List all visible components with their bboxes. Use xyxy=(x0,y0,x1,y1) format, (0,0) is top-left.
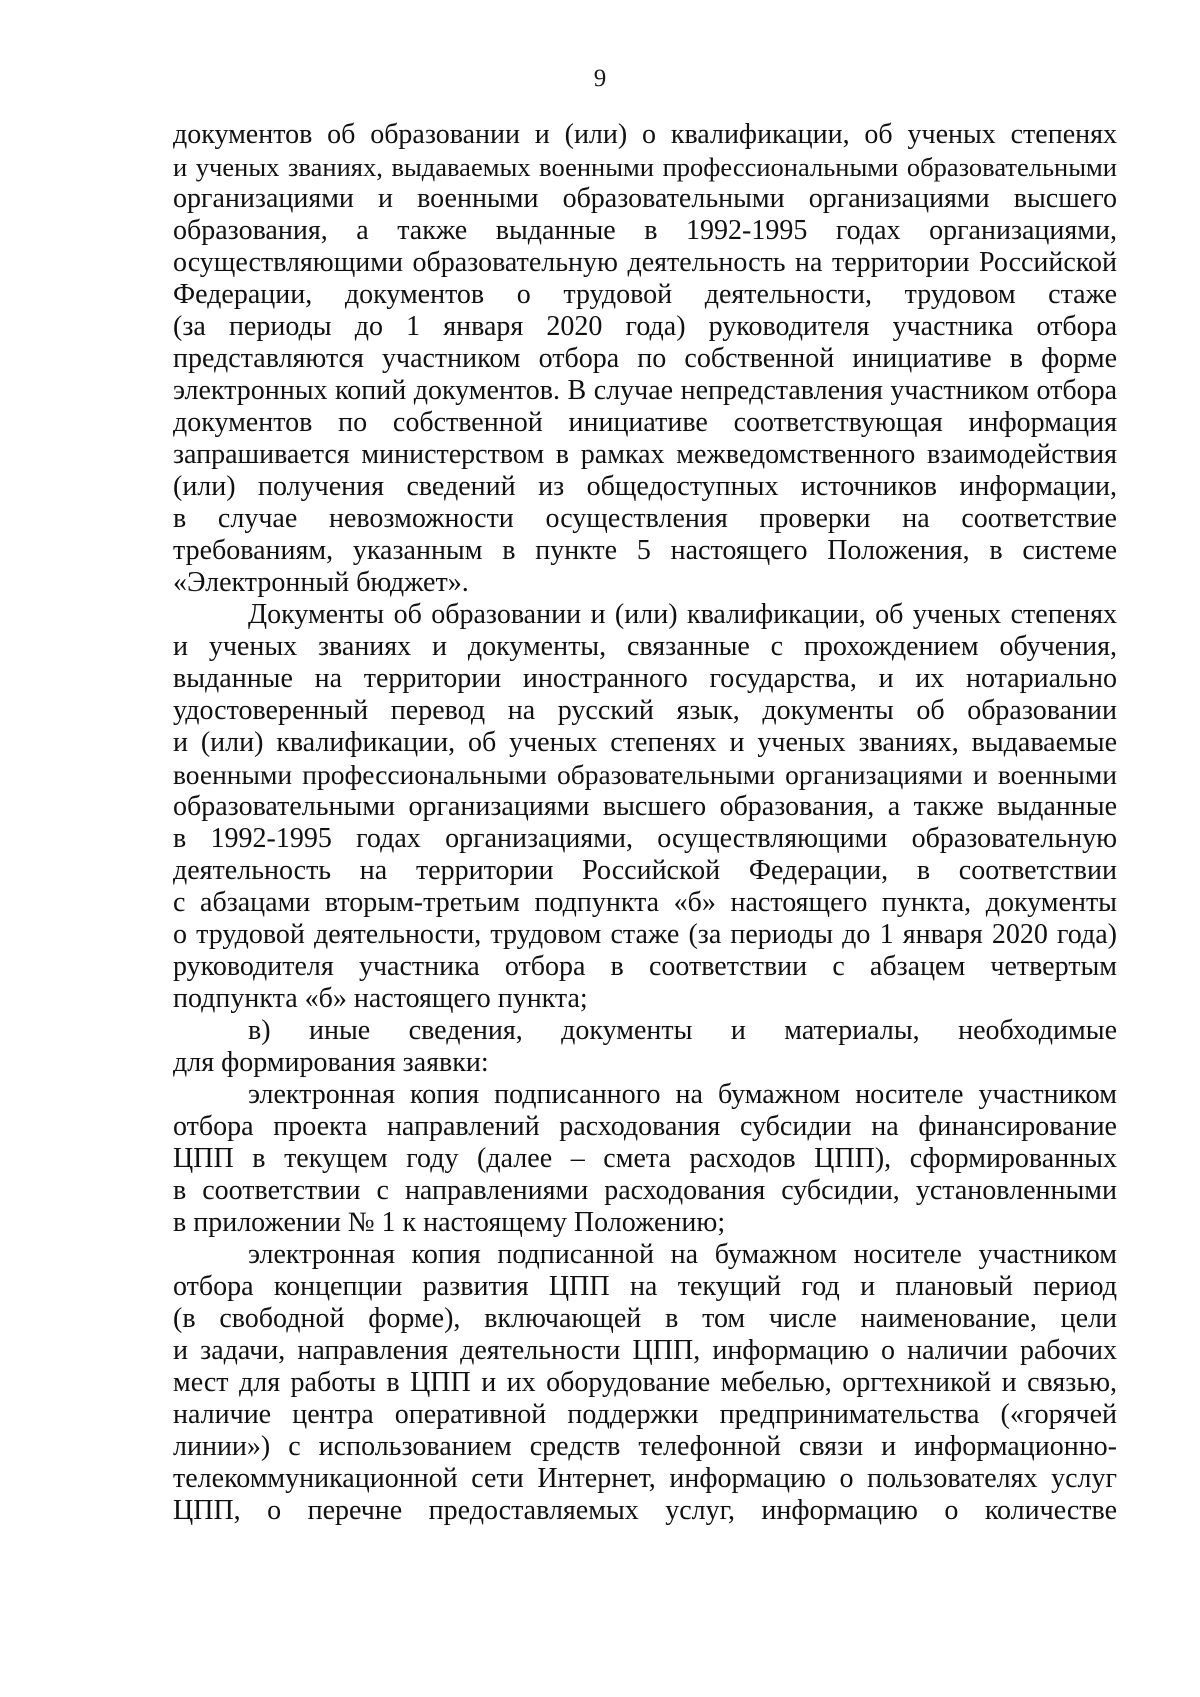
text-line: подпункта «б» настоящего пункта; xyxy=(173,983,588,1014)
text-line: и ученых званиях, выдаваемых военными профессиональными образовательными xyxy=(173,152,1117,182)
text-line: требованиям, указанным в пункте 5 настоящего Положения, в системе xyxy=(173,535,1117,566)
text-line: образования, а также выданные в 1992-1995 годах организациями, xyxy=(173,215,1117,246)
text-line: Документы об образовании и (или) квалификации, об ученых степенях xyxy=(248,599,1117,630)
text-line: о трудовой деятельности, трудовом стаже (за периоды до 1 января 2020 года) xyxy=(173,919,1117,950)
text-line: Федерации, документов о трудовой деятельности, трудовом стаже xyxy=(173,279,1117,310)
text-line: в соответствии с направлениями расходования субсидии, установленными xyxy=(173,1175,1117,1206)
text-line: руководителя участника отбора в соответствии с абзацем четвертым xyxy=(173,951,1117,982)
text-line: и задачи, направления деятельности ЦПП, информацию о наличии рабочих xyxy=(173,1335,1117,1366)
text-line: с абзацами вторым-третьим подпункта «б» настоящего пункта, документы xyxy=(173,887,1117,918)
page-number: 9 xyxy=(593,65,607,92)
text-line: (за периоды до 1 января 2020 года) руководителя участника отбора xyxy=(173,311,1117,342)
text-line: образовательными организациями высшего образования, а также выданные xyxy=(173,791,1117,822)
text-line: (в свободной форме), включающей в том числе наименование, цели xyxy=(173,1303,1117,1334)
text-line: в случае невозможности осуществления проверки на соответствие xyxy=(173,503,1117,534)
text-line: отбора концепции развития ЦПП на текущий год и плановый период xyxy=(173,1271,1117,1302)
text-line: осуществляющими образовательную деятельность на территории Российской xyxy=(173,247,1117,278)
text-line: организациями и военными образовательными организациями высшего xyxy=(173,183,1117,214)
text-line: отбора проекта направлений расходования субсидии на финансирование xyxy=(173,1111,1117,1142)
text-line: электронная копия подписанного на бумажном носителе участником xyxy=(248,1079,1117,1110)
text-line: телекоммуникационной сети Интернет, информацию о пользователях услуг xyxy=(173,1463,1117,1494)
text-line: ЦПП в текущем году (далее – смета расходов ЦПП), сформированных xyxy=(173,1143,1117,1174)
text-line: запрашивается министерством в рамках межведомственного взаимодействия xyxy=(173,439,1117,470)
text-line: для формирования заявки: xyxy=(173,1047,489,1078)
text-line: удостоверенный перевод на русский язык, документы об образовании xyxy=(173,695,1117,726)
text-line: и ученых званиях и документы, связанные с прохождением обучения, xyxy=(173,631,1117,662)
text-line: «Электронный бюджет». xyxy=(173,567,469,598)
text-line: наличие центра оперативной поддержки предпринимательства («горячей xyxy=(173,1399,1117,1430)
text-line: в приложении № 1 к настоящему Положению; xyxy=(173,1207,726,1238)
text-line: (или) получения сведений из общедоступных источников информации, xyxy=(173,471,1117,502)
text-line: деятельность на территории Российской Федерации, в соответствии xyxy=(173,855,1117,886)
text-line: документов об образовании и (или) о квалификации, об ученых степенях xyxy=(173,119,1117,150)
text-line: военными профессиональными образовательными организациями и военными xyxy=(173,759,1117,790)
text-line: ЦПП, о перечне предоставляемых услуг, информацию о количестве xyxy=(173,1495,1117,1526)
text-line: документов по собственной инициативе соответствующая информация xyxy=(173,407,1117,438)
text-line: в 1992-1995 годах организациями, осуществляющими образовательную xyxy=(173,823,1117,854)
text-line: выданные на территории иностранного государства, и их нотариально xyxy=(173,663,1117,694)
text-line: электронных копий документов. В случае непредставления участником отбора xyxy=(173,375,1117,406)
text-line: и (или) квалификации, об ученых степенях и ученых званиях, выдаваемые xyxy=(173,727,1117,758)
text-line: в) иные сведения, документы и материалы, необходимые xyxy=(248,1015,1117,1046)
text-line: линии») с использованием средств телефонной связи и информационно- xyxy=(173,1431,1117,1462)
text-line: представляются участником отбора по собственной инициативе в форме xyxy=(173,343,1117,374)
document-body xyxy=(173,119,1117,1527)
text-line: электронная копия подписанной на бумажном носителе участником xyxy=(248,1239,1117,1270)
text-line: мест для работы в ЦПП и их оборудование мебелью, оргтехникой и связью, xyxy=(173,1367,1117,1398)
